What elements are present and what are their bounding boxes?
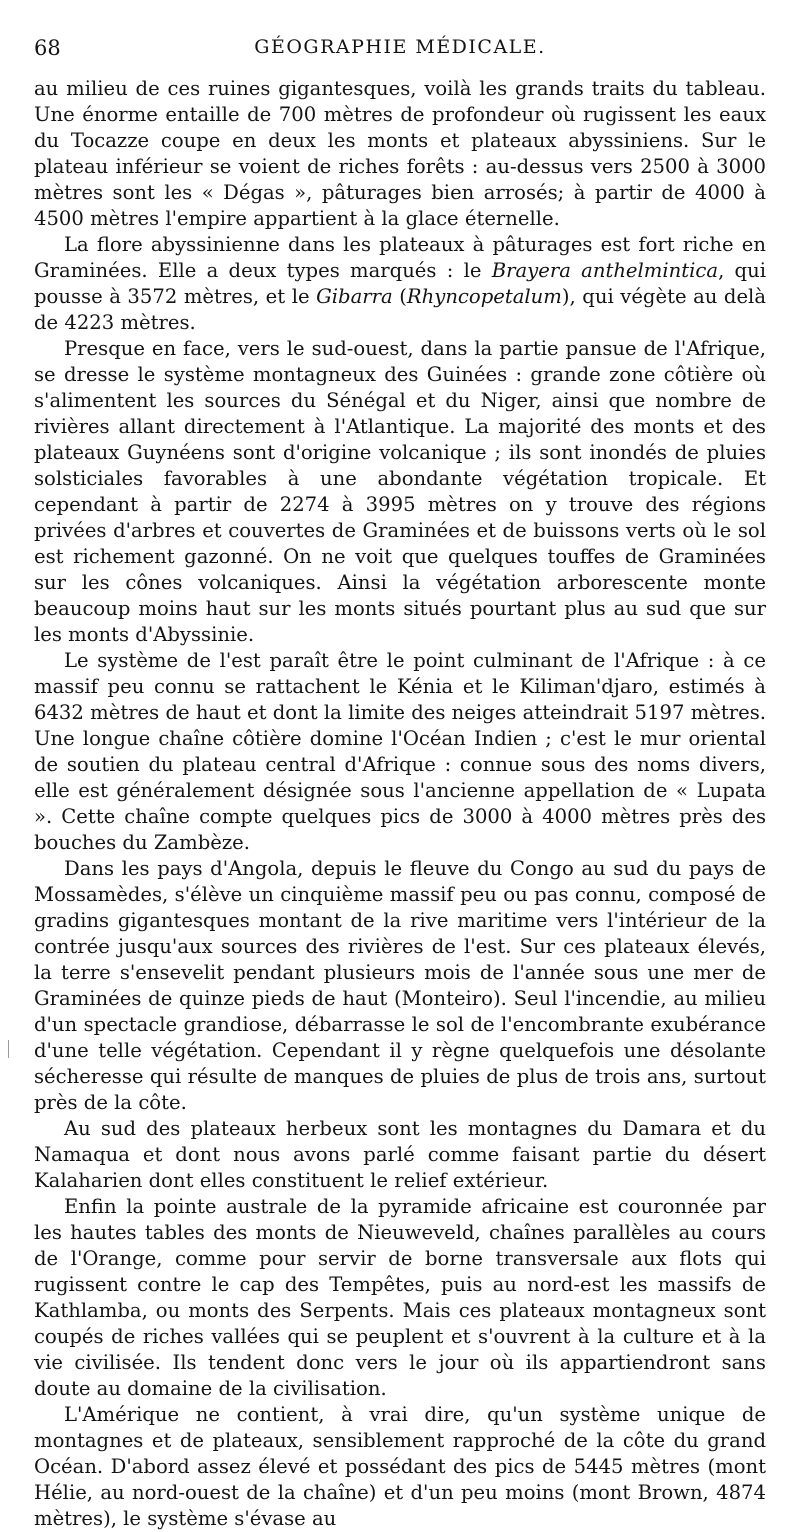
species-gibarra: Gibarra xyxy=(316,285,393,308)
paragraph-3: Presque en face, vers le sud-ouest, dans la partie pansue de l'Afrique, se dresse le système montagneux des Guinées : grande zone côtière où s'alimentent les sources du Sénégal et du Niger, ainsi que nombre de rivières allant directement à l'Atlantique. La majorité des monts et des plateaux Guynéens sont d'origine volcanique ; ils sont inondés de pluies solsticiales favorables à une abondante végétation tropicale. Et cependant à partir de 2274 à 3995 mètres on y trouve des régions privées d'arbres et couvertes de Graminées et de buissons verts où le sol est richement gazonné. On ne voit que quelques touffes de Graminées sur les cônes volcaniques. Ainsi la végétation arborescente monte beaucoup moins haut sur les monts situés pourtant plus au sud que sur les monts d'Abyssinie. xyxy=(34,337,766,646)
species-rhyncopetalum: Rhyncopetalum xyxy=(406,285,562,308)
page-header xyxy=(34,28,766,62)
paragraph-2-text-a: La flore abyssinienne dans les plateaux à pâturages est fort riche en Graminées. Elle a deux types marqués : le xyxy=(34,233,766,282)
paragraph-1: au milieu de ces ruines gigantesques, voilà les grands traits du tableau. Une énorme entaille de 700 mètres de profondeur où rugissent les eaux du Tocazze coupe en deux les monts et plateaux abyssiniens. Sur le plateau inférieur se voient de riches forêts : au-dessus vers 2500 à 3000 mètres sont les « Dégas », pâturages bien arrosés; à partir de 4000 à 4500 mètres l'empire appartient à la glace éternelle. xyxy=(34,77,766,230)
paragraph-5: Dans les pays d'Angola, depuis le fleuve du Congo au sud du pays de Mossamèdes, s'élève un cinquième massif peu ou pas connu, composé de gradins gigantesques montant de la rive maritime vers l'intérieur de la contrée jusqu'aux sources des rivières de l'est. Sur ces plateaux élevés, la terre s'ensevelit pendant plusieurs mois de l'année sous une mer de Graminées de quinze pieds de haut (Monteiro). Seul l'incendie, au milieu d'un spectacle grandiose, débarrasse le sol de l'encombrante exubérance d'une telle végétation. Cependant il y règne quelquefois une désolante sécheresse qui résulte de manques de pluies de plus de trois ans, surtout près de la côte. xyxy=(34,857,766,1114)
margin-mark xyxy=(8,1040,9,1058)
species-brayera: Brayera anthelmintica xyxy=(491,259,719,282)
paragraph-2 xyxy=(34,232,766,336)
paragraph-2-text-b: , qui pousse à 3572 mètres, et le xyxy=(34,259,766,308)
paragraph-6: Au sud des plateaux herbeux sont les montagnes du Damara et du Namaqua et dont nous avons parlé comme faisant partie du désert Kalaharien dont elles constituent le relief extérieur. xyxy=(34,1117,766,1192)
body-text xyxy=(34,76,766,1532)
running-title: GÉOGRAPHIE MÉDICALE. xyxy=(254,36,546,58)
paragraph-8: L'Amérique ne contient, à vrai dire, qu'un système unique de montagnes et de plateaux, sensiblement rapproché de la côte du grand Océan. D'abord assez élevé et possédant des pics de 5445 mètres (mont Hélie, au nord-ouest de la chaîne) et d'un peu moins (mont Brown, 4874 mètres), le système s'évase au xyxy=(34,1403,766,1530)
page-number: 68 xyxy=(34,36,61,60)
paragraph-4: Le système de l'est paraît être le point culminant de l'Afrique : à ce massif peu connu se rattachent le Kénia et le Kiliman'djaro, estimés à 6432 mètres de haut et dont la limite des neiges atteindrait 5197 mètres. Une longue chaîne côtière domine l'Océan Indien ; c'est le mur oriental de soutien du plateau central d'Afrique : connue sous des noms divers, elle est généralement désignée sous l'ancienne appellation de « Lupata ». Cette chaîne compte quelques pics de 3000 à 4000 mètres près des bouches du Zambèze. xyxy=(34,649,766,854)
paragraph-7: Enfin la pointe australe de la pyramide africaine est couronnée par les hautes tables des monts de Nieuweveld, chaînes parallèles au cours de l'Orange, comme pour servir de borne transversale aux flots qui rugissent contre le cap des Tempêtes, puis au nord-est les massifs de Kathlamba, ou monts des Serpents. Mais ces plateaux montagneux sont coupés de riches vallées qui se peuplent et s'ouvrent à la culture et à la vie civilisée. Ils tendent donc vers le jour où ils appartiendront sans doute au domaine de la civilisation. xyxy=(34,1195,766,1400)
paragraph-2-text-d: ), qui végète au delà de 4223 mètres. xyxy=(34,285,767,334)
paragraph-2-text-c: ( xyxy=(392,285,407,308)
